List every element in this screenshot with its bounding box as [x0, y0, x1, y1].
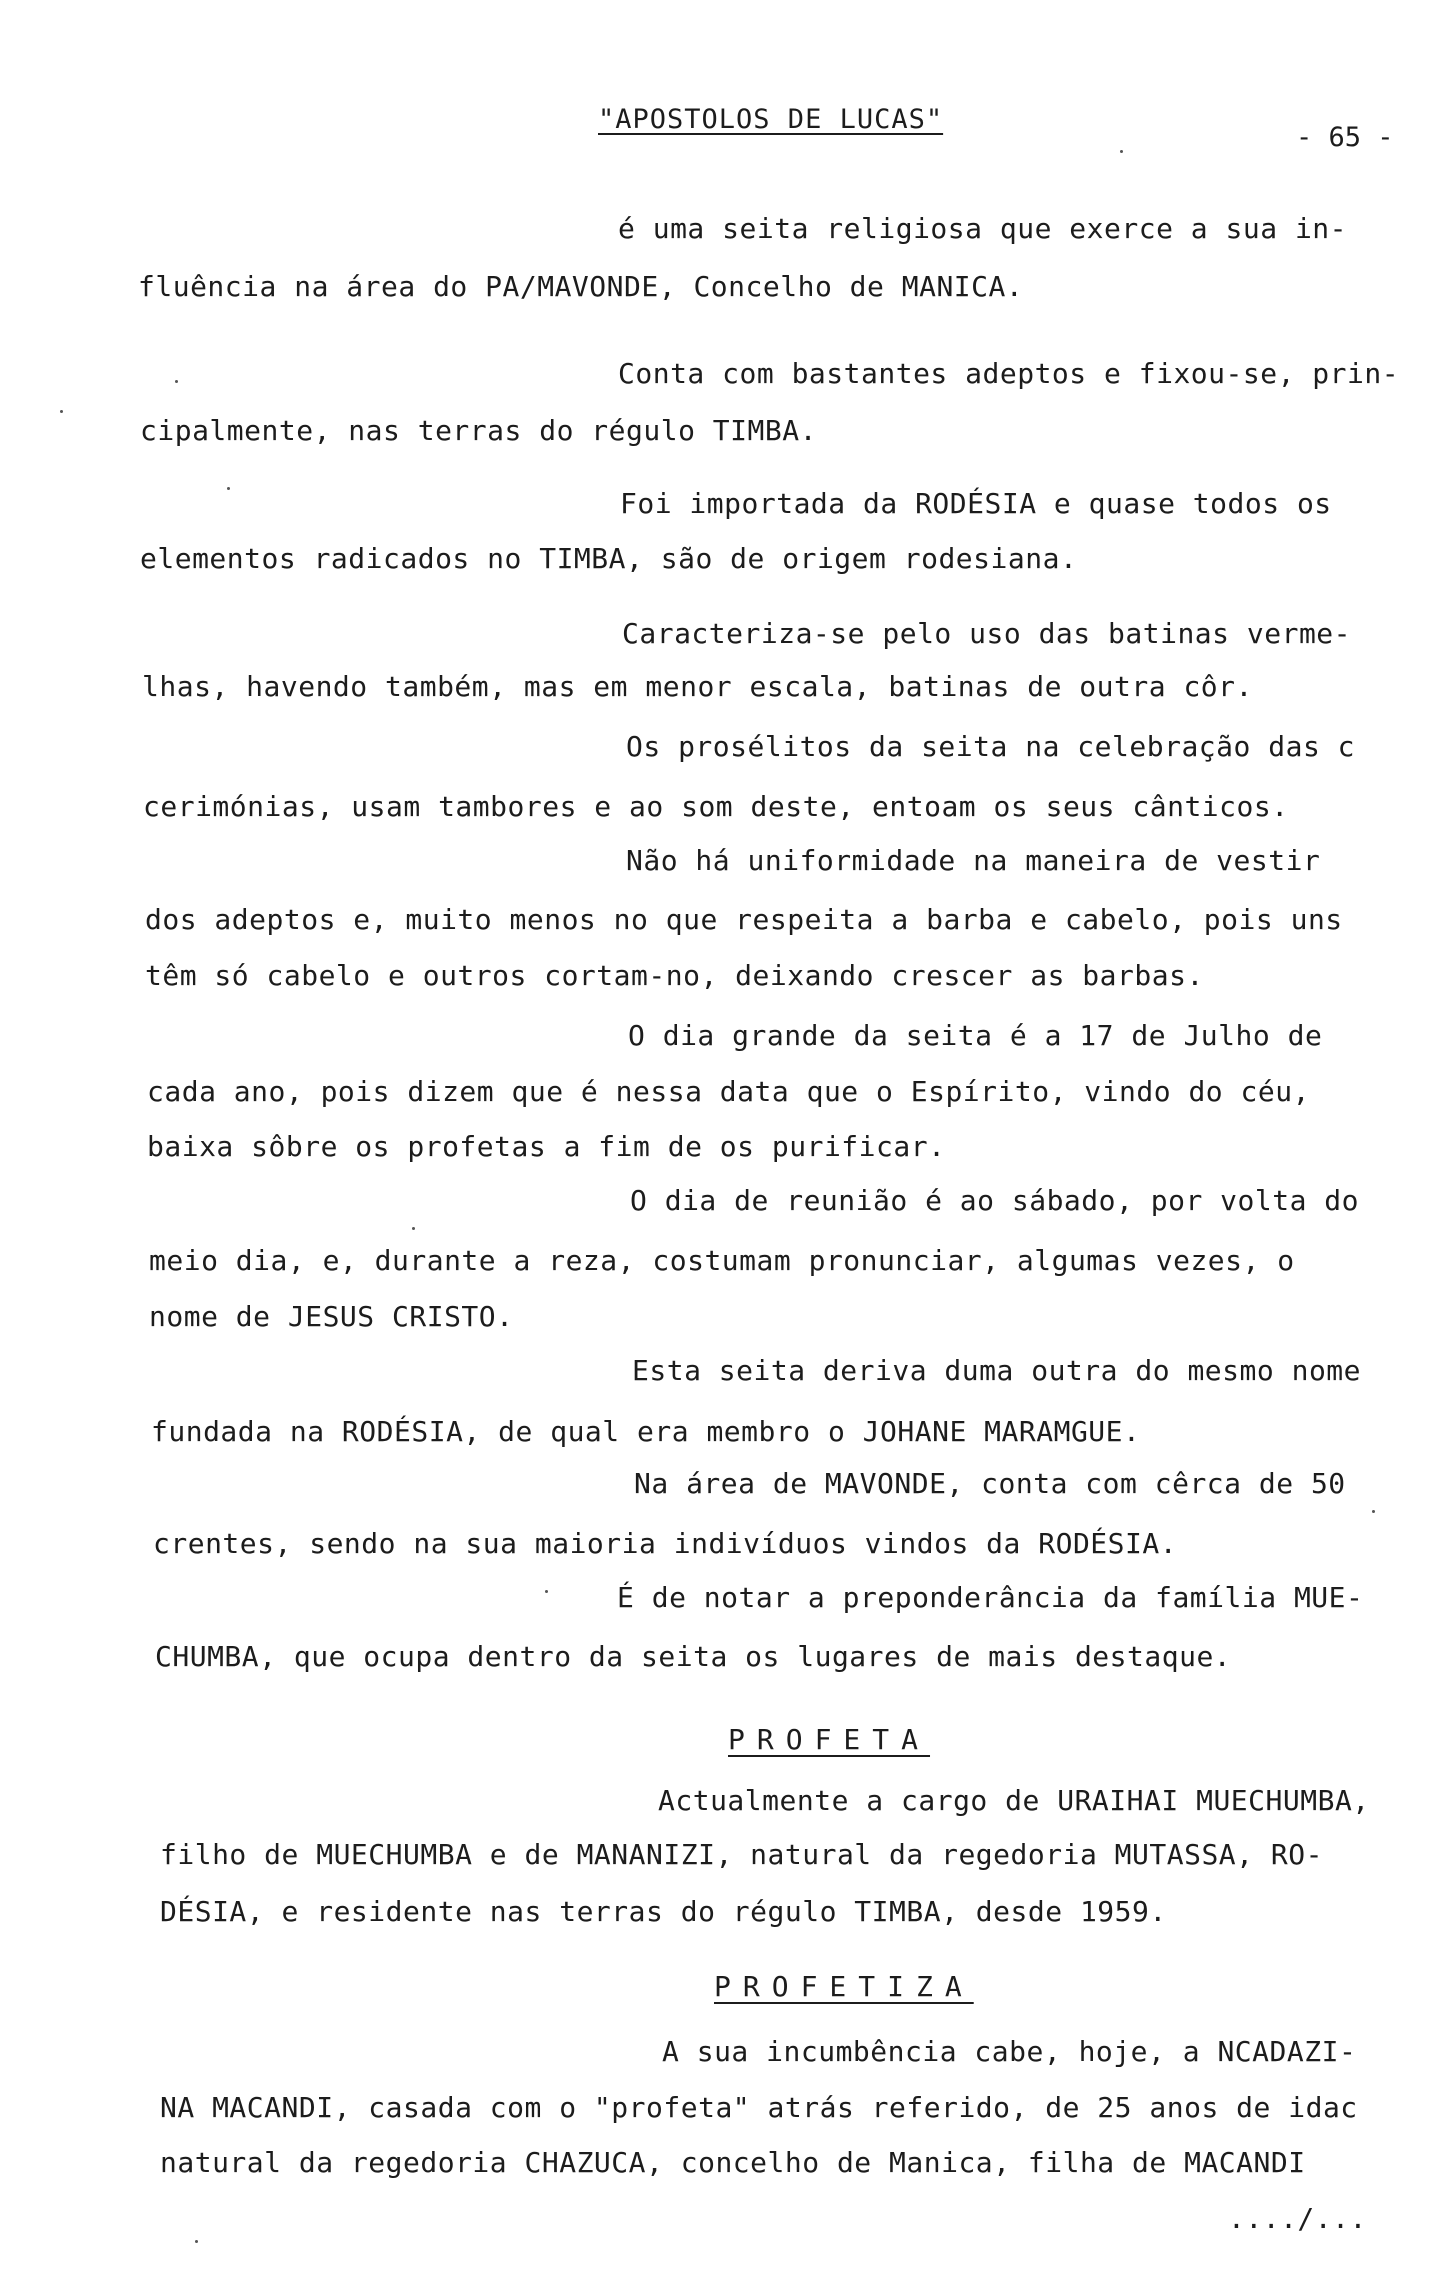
paragraph-line: fluência na área do PA/MAVONDE, Concelho de MANICA.: [138, 270, 1024, 303]
paragraph-line: natural da regedoria CHAZUCA, concelho de Manica, filha de MACANDI: [160, 2146, 1306, 2179]
paragraph-line: crentes, sendo na sua maioria indivíduos vindos da RODÉSIA.: [153, 1527, 1178, 1560]
document-title: "APOSTOLOS DE LUCAS": [598, 104, 944, 135]
scan-speck: [195, 2240, 198, 2243]
page-number: - 65 -: [1296, 122, 1394, 153]
paragraph-line: A sua incumbência cabe, hoje, a NCADAZI-: [662, 2035, 1357, 2068]
paragraph-line: Caracteriza-se pelo uso das batinas verme-: [622, 617, 1352, 650]
paragraph-line: dos adeptos e, muito menos no que respeita a barba e cabelo, pois uns: [145, 903, 1343, 936]
paragraph-line: Os prosélitos da seita na celebração das c: [626, 730, 1356, 763]
paragraph-line: filho de MUECHUMBA e de MANANIZI, natural da regedoria MUTASSA, RO-: [160, 1838, 1323, 1871]
paragraph-line: fundada na RODÉSIA, de qual era membro o JOHANE MARAMGUE.: [151, 1415, 1141, 1448]
paragraph-line: Actualmente a cargo de URAIHAI MUECHUMBA,: [658, 1784, 1370, 1817]
scan-speck: [1120, 150, 1123, 153]
paragraph-line: É de notar a preponderância da família MUE-: [617, 1581, 1364, 1614]
paragraph-line: meio dia, e, durante a reza, costumam pronunciar, algumas vezes, o: [149, 1244, 1295, 1277]
paragraph-line: O dia grande da seita é a 17 de Julho de: [628, 1019, 1323, 1052]
paragraph-line: baixa sôbre os profetas a fim de os purificar.: [147, 1130, 946, 1163]
paragraph-line: cerimónias, usam tambores e ao som deste, entoam os seus cânticos.: [143, 790, 1289, 823]
paragraph-line: Esta seita deriva duma outra do mesmo nome: [632, 1354, 1362, 1387]
paragraph-line: O dia de reunião é ao sábado, por volta do: [630, 1184, 1360, 1217]
section-heading-profetiza: PROFETIZA: [714, 1970, 974, 2003]
paragraph-line: cada ano, pois dizem que é nessa data que o Espírito, vindo do céu,: [147, 1075, 1310, 1108]
paragraph-line: CHUMBA, que ocupa dentro da seita os lugares de mais destaque.: [155, 1640, 1232, 1673]
scan-speck: [545, 1590, 548, 1593]
scan-speck: [227, 487, 230, 490]
continuation-mark: ..../...: [1228, 2202, 1367, 2235]
paragraph-line: têm só cabelo e outros cortam-no, deixando crescer as barbas.: [145, 959, 1204, 992]
paragraph-line: Não há uniformidade na maneira de vestir: [626, 844, 1321, 877]
paragraph-line: NA MACANDI, casada com o "profeta" atrás referido, de 25 anos de idac: [160, 2091, 1358, 2124]
paragraph-line: é uma seita religiosa que exerce a sua in-: [618, 212, 1348, 245]
paragraph-line: lhas, havendo também, mas em menor escala, batinas de outra côr.: [142, 670, 1253, 703]
scan-speck: [412, 1227, 415, 1230]
scan-speck: [60, 410, 63, 413]
paragraph-line: Foi importada da RODÉSIA e quase todos os: [620, 487, 1332, 520]
paragraph-line: cipalmente, nas terras do régulo TIMBA.: [140, 414, 817, 447]
paragraph-line: DÉSIA, e residente nas terras do régulo TIMBA, desde 1959.: [160, 1895, 1167, 1928]
section-heading-profeta: PROFETA: [728, 1723, 931, 1756]
paragraph-line: Na área de MAVONDE, conta com cêrca de 50: [634, 1467, 1346, 1500]
scan-speck: [1372, 1510, 1375, 1513]
scan-speck: [175, 380, 178, 383]
paragraph-line: elementos radicados no TIMBA, são de origem rodesiana.: [140, 542, 1078, 575]
paragraph-line: Conta com bastantes adeptos e fixou-se, prin-: [618, 357, 1400, 390]
paragraph-line: nome de JESUS CRISTO.: [149, 1300, 514, 1333]
